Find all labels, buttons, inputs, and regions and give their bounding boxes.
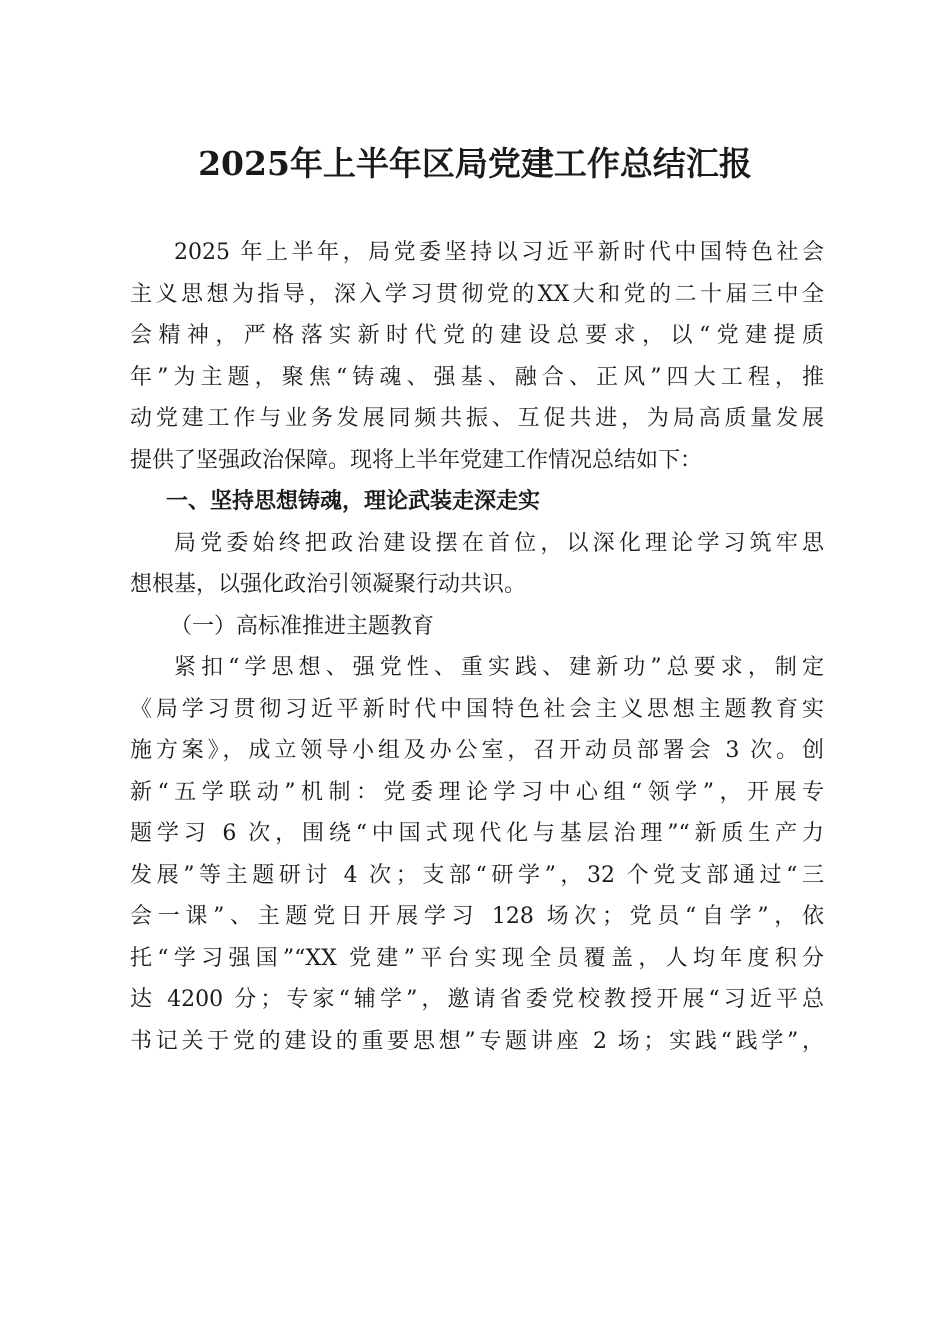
paragraph-line: 新“五学联动”机制：党委理论学习中心组“领学”，开展专 xyxy=(130,779,824,805)
document-body xyxy=(130,232,824,1062)
paragraph-line: 书记关于党的建设的重要思想”专题讲座 2 场；实践“践学”， xyxy=(130,1028,824,1054)
subsection-heading: （一）高标准推进主题教育 xyxy=(170,613,435,639)
paragraph-line: 会精神，严格落实新时代党的建设总要求，以“党建提质 xyxy=(130,323,824,348)
paragraph-line: 动党建工作与业务发展同频共振、互促共进，为局高质量发展 xyxy=(130,406,824,431)
paragraph-line: 《局学习贯彻习近平新时代中国特色社会主义思想主题教育实 xyxy=(130,696,824,722)
paragraph-line: 想根基，以强化政治引领凝聚行动共识。 xyxy=(130,572,527,597)
paragraph-line: 托“学习强国”“XX 党建”平台实现全员覆盖，人均年度积分 xyxy=(130,945,824,971)
paragraph-line: 紧扣“学思想、强党性、重实践、建新功”总要求，制定 xyxy=(174,655,824,680)
paragraph-line: 会一课”、主题党日开展学习 128 场次；党员“自学”，依 xyxy=(130,904,824,929)
paragraph-line: 达 4200 分；专家“辅学”，邀请省委党校教授开展“习近平总 xyxy=(130,987,824,1012)
section-heading: 一、坚持思想铸魂，理论武装走深走实 xyxy=(166,489,541,514)
paragraph-line: 题学习 6 次，围绕“中国式现代化与基层治理”“新质生产力 xyxy=(130,821,824,846)
paragraph-line: 发展”等主题研讨 4 次；支部“研学”，32 个党支部通过“三 xyxy=(130,862,824,888)
paragraph-line: 施方案》，成立领导小组及办公室，召开动员部署会 3 次。创 xyxy=(130,738,824,763)
paragraph-line: 2025 年上半年，局党委坚持以习近平新时代中国特色社会 xyxy=(174,240,824,265)
paragraph-line: 提供了坚强政治保障。现将上半年党建工作情况总结如下： xyxy=(130,447,703,473)
paragraph-line: 主义思想为指导，深入学习贯彻党的XX大和党的二十届三中全 xyxy=(130,281,824,307)
paragraph-line: 年”为主题，聚焦“铸魂、强基、融合、正风”四大工程，推 xyxy=(130,364,824,390)
paragraph-line: 局党委始终把政治建设摆在首位，以深化理论学习筑牢思 xyxy=(174,530,824,556)
document-title: 2025年上半年区局党建工作总结汇报 xyxy=(198,144,752,183)
